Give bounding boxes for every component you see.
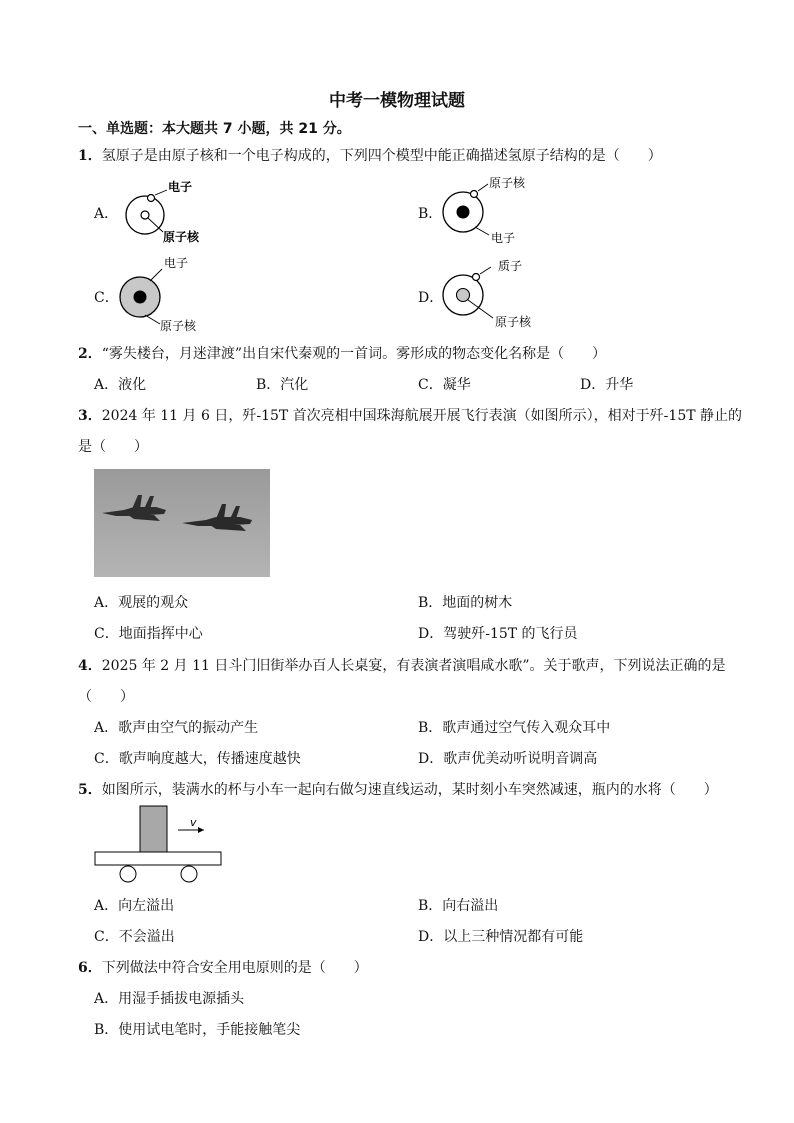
jet-photo	[94, 469, 270, 577]
option-a-letter: A．	[94, 206, 119, 222]
question-number: 5．	[78, 782, 102, 798]
option-c: C．凝华	[418, 377, 471, 393]
question-3-line2: 是（ ）	[78, 439, 148, 455]
option-d: D．升华	[580, 377, 634, 393]
question-number: 1．	[78, 148, 102, 164]
water-cup	[140, 806, 167, 852]
atom-model-b	[435, 172, 555, 250]
label-nucleus: 原子核	[163, 230, 200, 244]
question-4-line2: （ ）	[78, 689, 134, 705]
option-c-letter: C．	[94, 290, 119, 306]
question-text-line1: 2024 年 11 月 6 日，歼-15T 首次亮相中国珠海航展开展飞行表演（如图所示），相对于歼-15T 静止的	[101, 408, 743, 424]
option-b-letter: B．	[418, 206, 443, 222]
nucleus	[134, 291, 147, 304]
atom-model-d	[435, 256, 555, 336]
label-proton: 质子	[498, 259, 523, 273]
option-b: B．汽化	[256, 377, 309, 393]
option-b: B．向右溢出	[418, 898, 499, 914]
option-a: A．用湿手插拔电源插头	[94, 991, 245, 1007]
option-a: A．观展的观众	[94, 595, 189, 611]
question-number: 4．	[78, 658, 102, 674]
option-d: D．以上三种情况都有可能	[418, 929, 584, 945]
question-text: 如图所示，装满水的杯与小车一起向右做匀速直线运动，某时刻小车突然减速，瓶内的水将（ ）	[101, 782, 718, 798]
option-d: D．歌声优美动听说明音调高	[418, 751, 598, 767]
question-3	[78, 405, 742, 425]
option-a: A．向左溢出	[94, 898, 175, 914]
page-title: 中考一模物理试题	[329, 91, 465, 111]
label-nucleus: 原子核	[489, 176, 526, 190]
question-4	[78, 655, 726, 675]
label-electron: 电子	[168, 180, 193, 194]
cart-diagram	[92, 804, 226, 886]
nucleus	[457, 206, 470, 219]
label-electron: 电子	[491, 231, 516, 245]
proton	[473, 274, 480, 281]
option-b: B．使用试电笔时，手能接触笔尖	[94, 1022, 301, 1038]
question-number: 6．	[78, 960, 102, 976]
option-b: B．地面的树木	[418, 595, 513, 611]
question-2	[78, 343, 606, 363]
question-6	[78, 957, 368, 977]
option-a: A．歌声由空气的振动产生	[94, 720, 259, 736]
question-number: 3．	[78, 408, 102, 424]
atom-model-a	[115, 175, 225, 250]
question-1	[78, 145, 662, 165]
electron	[148, 195, 155, 202]
option-d: D．驾驶歼-15T 的飞行员	[418, 626, 578, 642]
electron	[471, 191, 478, 198]
nucleus	[141, 211, 149, 219]
question-number: 2．	[78, 346, 102, 362]
option-c: C．不会溢出	[94, 929, 175, 945]
question-text: 下列做法中符合安全用电原则的是（ ）	[101, 960, 368, 976]
label-nucleus: 原子核	[495, 315, 532, 329]
cart-body	[95, 852, 221, 865]
label-electron: 电子	[164, 256, 189, 270]
option-d-letter: D．	[418, 290, 444, 306]
velocity-label: v	[190, 816, 197, 829]
atom-model-c	[112, 254, 222, 336]
section-heading: 一、单选题：本大题共 7 小题，共 21 分。	[78, 121, 351, 137]
question-text: “雾失楼台，月迷津渡”出自宋代秦观的一首词。雾形成的物态变化名称是（ ）	[101, 346, 607, 362]
question-text: 氢原子是由原子核和一个电子构成的，下列四个模型中能正确描述氢原子结构的是（ ）	[101, 148, 662, 164]
option-c: C．地面指挥中心	[94, 626, 203, 642]
option-a: A．液化	[94, 377, 147, 393]
nucleus	[457, 289, 470, 302]
wheel	[181, 866, 197, 882]
option-c: C．歌声响度越大，传播速度越快	[94, 751, 301, 767]
question-5	[78, 779, 718, 799]
label-nucleus: 原子核	[160, 319, 197, 333]
wheel	[120, 866, 136, 882]
option-b: B．歌声通过空气传入观众耳中	[418, 720, 611, 736]
question-text-line1: 2025 年 2 月 11 日斗门旧街举办百人长桌宴，有表演者演唱咸水歌”。关于歌声，下列说法正确的是	[101, 658, 726, 674]
